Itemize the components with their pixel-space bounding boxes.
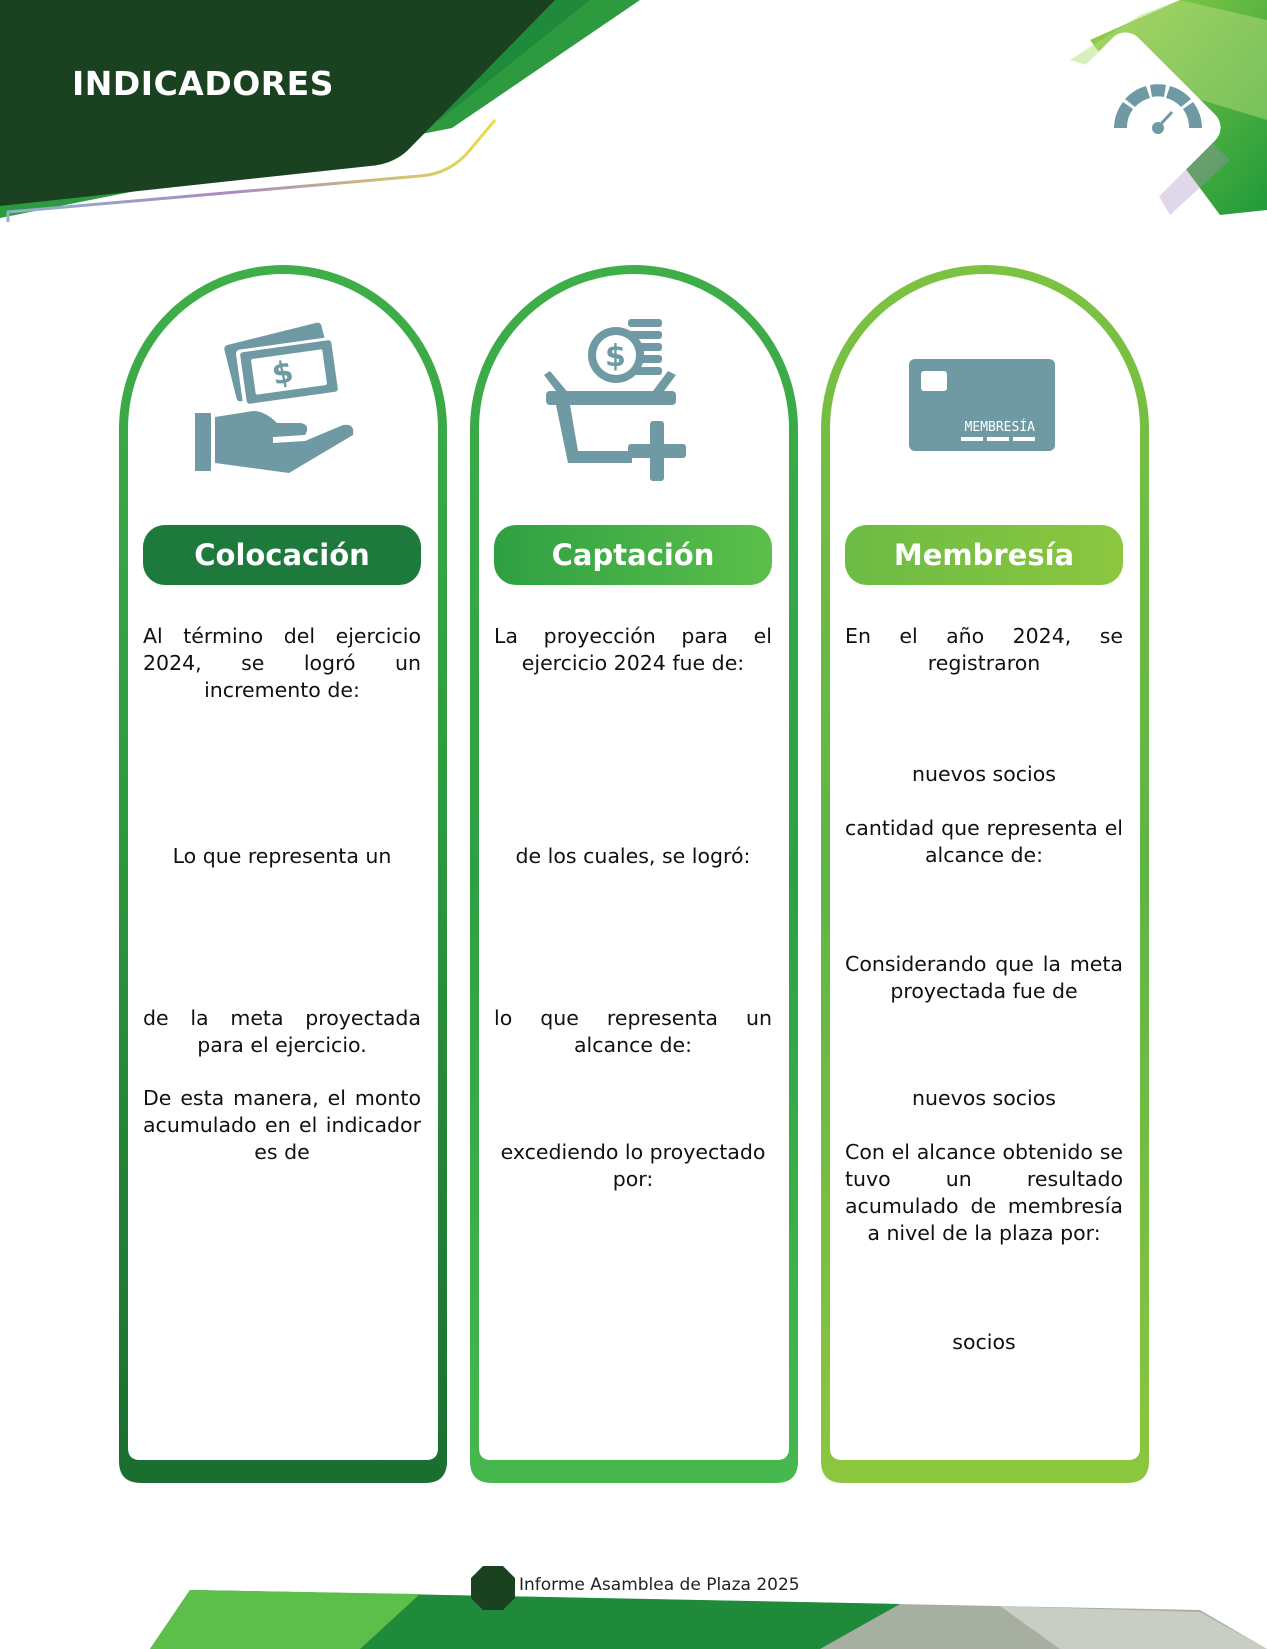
- membresia-text-1: En el año 2024, se registraron: [845, 624, 1123, 675]
- column-colocacion: [119, 265, 447, 1483]
- membresia-text-5: nuevos socios: [912, 1086, 1056, 1110]
- svg-text:$: $: [268, 354, 297, 393]
- membresia-text-2: nuevos socios: [912, 762, 1056, 786]
- footer-logo-mark: [471, 1566, 515, 1610]
- colocacion-text-2: Lo que representa un: [172, 844, 392, 868]
- page-title: INDICADORES: [72, 64, 334, 103]
- gauge-badge: [1030, 0, 1267, 240]
- title-pill-captacion: Captación: [494, 525, 772, 585]
- captacion-text-2: de los cuales, se logró:: [515, 844, 751, 868]
- membership-card-icon: [895, 313, 1075, 483]
- savings-basket-icon: [544, 313, 724, 483]
- membresia-text-3: cantidad que representa el alcance de:: [845, 816, 1123, 867]
- colocacion-text-3: de la meta proyectada para el ejercicio.: [143, 1006, 421, 1057]
- membresia-text-6: Con el alcance obtenido se tuvo un resultado acumulado de membresía a nivel de la plaza por:: [845, 1140, 1123, 1245]
- card-label: MEMBRESÍA: [964, 420, 1035, 435]
- money-hand-icon: [193, 313, 373, 483]
- colocacion-text-1: Al término del ejercicio 2024, se logró un incremento de:: [143, 624, 421, 702]
- membresia-text-7: socios: [952, 1330, 1016, 1354]
- colocacion-text-4: De esta manera, el monto acumulado en el indicador es de: [143, 1086, 421, 1164]
- title-pill-colocacion: Colocación: [143, 525, 421, 585]
- captacion-text-3: lo que representa un alcance de:: [494, 1006, 772, 1057]
- footer-text: Informe Asamblea de Plaza 2025: [519, 1575, 800, 1595]
- captacion-text-1: La proyección para el ejercicio 2024 fue de:: [494, 624, 772, 675]
- column-membresia: [821, 265, 1149, 1483]
- captacion-text-4: excediendo lo proyectado por:: [500, 1140, 766, 1191]
- svg-text:$: $: [605, 339, 626, 374]
- column-captacion: [470, 265, 798, 1483]
- membresia-text-4: Considerando que la meta proyectada fue de: [845, 952, 1123, 1003]
- title-pill-membresia: Membresía: [845, 525, 1123, 585]
- footer-banner: [0, 1590, 1267, 1649]
